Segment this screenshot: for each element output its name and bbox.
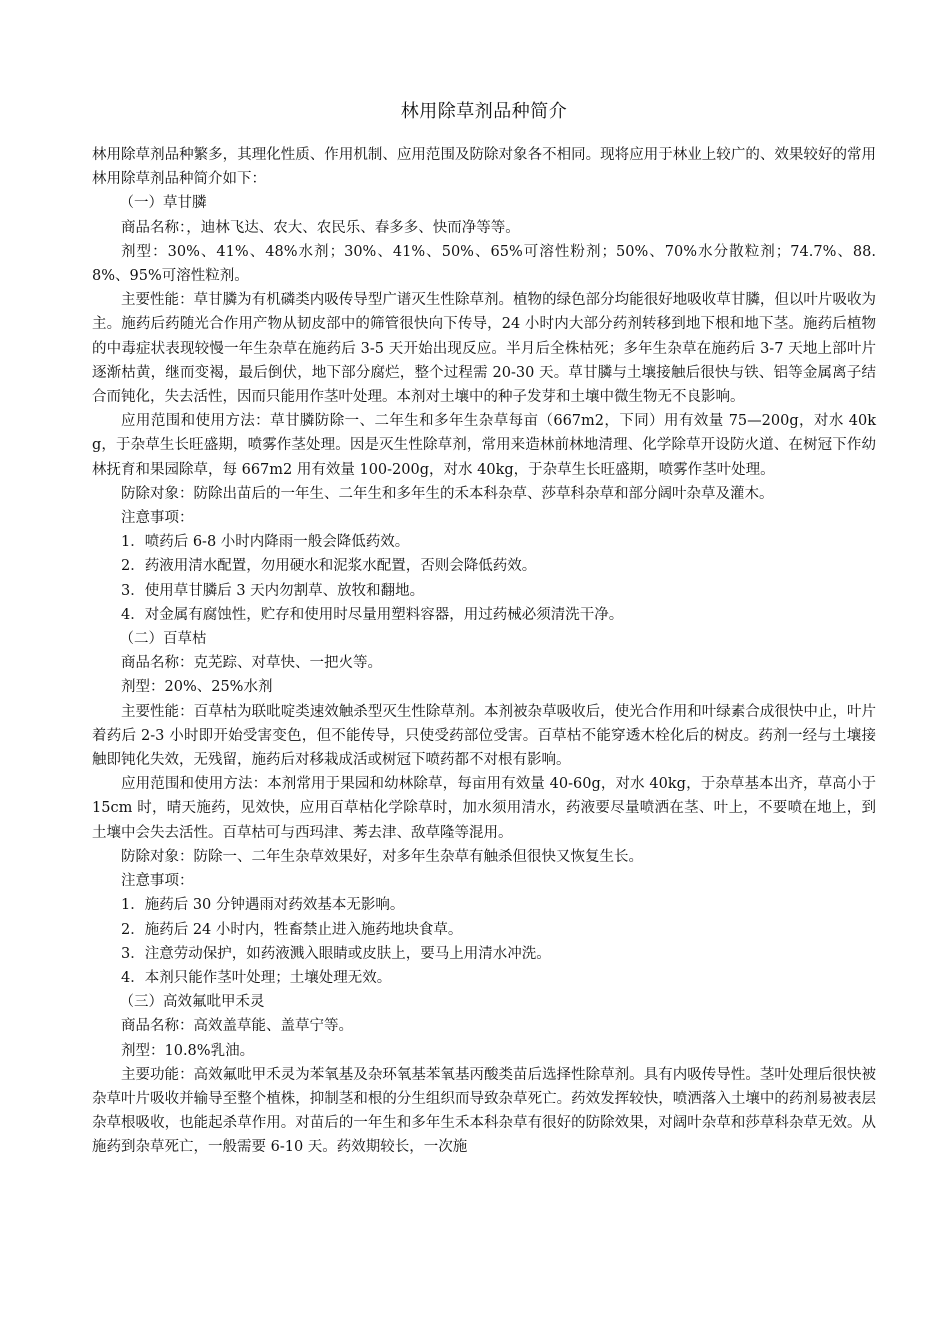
formulation: 剂型：30%、41%、48%水剂；30%、41%、50%、65%可溶性粉剂；50%、70%水分散粒剂；74.7%、88.8%、95%可溶性粒剂。 bbox=[92, 243, 876, 285]
section-heading-glyphosate: （一）草甘膦 bbox=[119, 195, 207, 212]
properties-paragraph: 主要功能：高效氟吡甲禾灵为苯氧基及杂环氧基苯氧基丙酸类苗后选择性除草剂。具有内吸传导性。茎叶处理后很快被杂草叶片吸收并输导至整个植株，抑制茎和根的分生组织而导致杂草死亡。药效发挥较快，喷洒落入土壤中的药剂易被表层杂草根吸收，也能起杀草作用。对苗后的一年生和多年生禾本科杂草有很好的防除效果，对阔叶杂草和莎草科杂草无效。从施药到杂草死亡，一般需要 6-10 天。药效期较长，一次施 bbox=[92, 1066, 876, 1156]
note-item: 2．施药后 24 小时内，牲畜禁止进入施药地块食草。 bbox=[121, 921, 463, 938]
note-item: 3．使用草甘膦后 3 天内勿割草、放牧和翻地。 bbox=[121, 582, 425, 599]
properties-paragraph: 主要性能：百草枯为联吡啶类速效触杀型灭生性除草剂。本剂被杂草吸收后，使光合作用和叶绿素合成很快中止，叶片着药后 2-3 小时即开始受害变色，但不能传导，只使受药部位受害。百草枯不能穿透木栓化后的树皮。药剂一经与土壤接触即钝化失效，无残留，施药后对移栽成活或树冠下喷药都不对根有影响。 bbox=[92, 703, 876, 769]
usage-paragraph: 应用范围和使用方法：草甘膦防除一、二年生和多年生杂草每亩（667m2，下同）用有效量 75—200g，对水 40kg，于杂草生长旺盛期，喷雾作茎处理。因是灭生性除草剂，常用来造林前林地清理、化学除草开设防火道、在树冠下作幼林抚育和果园除草，每 667m2 用有效量 100-200g，对水 40kg，于杂草生长旺盛期，喷雾作茎叶处理。 bbox=[92, 413, 876, 478]
notes-heading: 注意事项： bbox=[121, 510, 194, 527]
trade-names: 商品名称：，迪林飞达、农大、农民乐、春多多、快而净等等。 bbox=[121, 219, 520, 236]
formulation: 剂型：10.8%乳油。 bbox=[121, 1042, 255, 1059]
note-item: 2．药液用清水配置，勿用硬水和泥浆水配置，否则会降低药效。 bbox=[121, 558, 537, 575]
note-item: 1．喷药后 6-8 小时内降雨一般会降低药效。 bbox=[121, 534, 410, 551]
usage-paragraph: 应用范围和使用方法：本剂常用于果园和幼林除草，每亩用有效量 40-60g，对水 40kg，于杂草基本出齐，草高小于 15cm 时，晴天施药，见效快，应用百草枯化学除草时，加水须用清水，药液要尽量喷洒在茎、叶上，不要喷在地上，到土壤中会失去活性。百草枯可与西玛津、莠去津、敌草隆等混用。 bbox=[92, 776, 876, 841]
section-heading-paraquat: （二）百草枯 bbox=[119, 631, 207, 648]
document-title: 林用除草剂品种简介 bbox=[400, 101, 568, 122]
targets-paragraph: 防除对象：防除一、二年生杂草效果好，对多年生杂草有触杀但很快又恢复生长。 bbox=[121, 848, 643, 865]
section-heading-haloxyfop: （三）高效氟吡甲禾灵 bbox=[119, 994, 265, 1011]
note-item: 1．施药后 30 分钟遇雨对药效基本无影响。 bbox=[121, 897, 405, 914]
note-item: 4．对金属有腐蚀性，贮存和使用时尽量用塑料容器，用过药械必须清洗干净。 bbox=[121, 606, 624, 623]
trade-names: 商品名称：高效盖草能、盖草宁等。 bbox=[121, 1018, 353, 1035]
formulation: 剂型：20%、25%水剂 bbox=[121, 679, 273, 696]
intro-paragraph: 林用除草剂品种繁多，其理化性质、作用机制、应用范围及防除对象各不相同。现将应用于林业上较广的、效果较好的常用林用除草剂品种简介如下： bbox=[92, 147, 876, 188]
notes-heading: 注意事项： bbox=[121, 873, 194, 890]
properties-paragraph: 主要性能：草甘膦为有机磷类内吸传导型广谱灭生性除草剂。植物的绿色部分均能很好地吸收草甘膦，但以叶片吸收为主。施药后药随光合作用产物从韧皮部中的筛管很快向下传导，24 小时内大部分药剂转移到地下根和地下茎。施药后植物的中毒症状表现较慢一年生杂草在施药后 3-5 天开始出现反应。半月后全株枯死；多年生杂草在施药后 3-7 天地上部叶片逐渐枯黄，继而变褐，最后倒伏，地下部分腐烂，整个过程需 20-30 天。草甘膦与土壤接触后很快与铁、铝等金属离子结合而钝化，失去活性，因而只能用作茎叶处理。本剂对土壤中的种子发芽和土壤中微生物无不良影响。 bbox=[92, 292, 876, 406]
note-item: 3．注意劳动保护，如药液溅入眼睛或皮肤上，要马上用清水冲洗。 bbox=[121, 945, 551, 962]
trade-names: 商品名称：克芜踪、对草快、一把火等。 bbox=[121, 655, 382, 672]
note-item: 4．本剂只能作茎叶处理；土壤处理无效。 bbox=[121, 969, 392, 986]
targets-paragraph: 防除对象：防除出苗后的一年生、二年生和多年生的禾本科杂草、莎草科杂草和部分阔叶杂草及灌木。 bbox=[121, 485, 774, 502]
